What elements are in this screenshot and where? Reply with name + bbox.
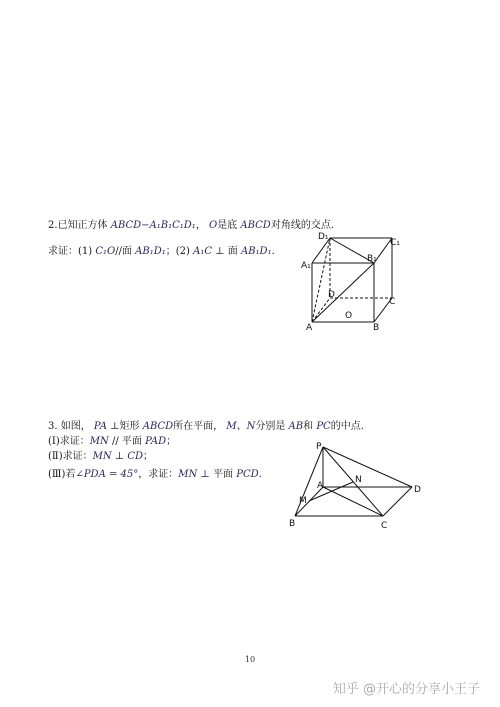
page-number: 10 [244, 655, 256, 664]
label-c-q3: C [381, 521, 388, 531]
q3-p3-plane: PCD [236, 469, 259, 480]
q2-proof-plane-2: AB₁D₁ [240, 246, 272, 257]
q2-proof-parallel: //面 [115, 246, 132, 257]
q3-p3-expr: MN ⊥ [178, 469, 210, 480]
q2-proof-face: 面 [227, 246, 238, 257]
q3-number: 3. [48, 421, 58, 432]
q3-ab: AB [288, 421, 304, 432]
q2-proof-c1o: C₁O [95, 246, 116, 257]
q2-proof-sep: ；(2) [165, 246, 190, 257]
label-a-q3: A [317, 481, 324, 491]
watermark: 知乎 @开心的分享小王子 [332, 682, 480, 697]
q3-mid2: 分别是 [255, 421, 286, 432]
label-c: C [389, 297, 396, 307]
label-c1: C₁ [390, 238, 400, 248]
q2-solid-name: ABCD−A₁B₁C₁D₁ [110, 220, 196, 231]
q3-and: 和 [303, 421, 314, 432]
q2-title-text-a: 是底 [217, 220, 238, 231]
label-p: P [316, 442, 322, 452]
label-m: M [299, 496, 307, 506]
label-o: O [345, 311, 353, 321]
edge-pc [323, 447, 383, 516]
label-b-q3: B [289, 519, 296, 529]
q3-pa-perp: PA ⊥ [93, 421, 120, 432]
label-b: B [373, 323, 380, 333]
q3-p3-lead: (Ⅲ)若 [48, 469, 76, 480]
q3-p3-mid: ，求证： [138, 469, 179, 480]
diagonal-ab1 [312, 263, 374, 322]
q3-p1-expr: MN [89, 436, 109, 447]
label-d-q3: D [414, 485, 421, 495]
q3-p2-end: ； [143, 451, 154, 462]
q3-p3-end: . [258, 469, 262, 480]
q2-base-name: ABCD [240, 220, 271, 231]
label-d1: D₁ [318, 232, 329, 242]
cube-figure [312, 238, 392, 322]
q2-title-lead: 2.已知正方体 [48, 220, 108, 231]
edge-pd [323, 447, 412, 487]
q3-p1-lead: (Ⅰ)求证： [48, 436, 90, 447]
q3-p3-rest: 平面 [213, 469, 234, 480]
q2-point-o: O [209, 220, 218, 231]
q3-abcd: ABCD [142, 421, 174, 432]
q2-proof-plane-1: AB₁D₁ [135, 246, 166, 257]
q3-lead: 如图， [60, 421, 91, 432]
q3-p1-plane: PAD [145, 436, 167, 447]
label-n: N [355, 475, 362, 485]
label-d: D [328, 290, 335, 300]
q3-p2-expr: MN ⊥ CD [92, 451, 144, 462]
q2-proof-end: . [271, 246, 275, 257]
edge-cd [383, 487, 412, 516]
q3-rect-word: 矩形 [119, 421, 140, 432]
q3-mid: 所在平面， [173, 421, 224, 432]
q2-title-text-b: 对角线的交点. [270, 220, 335, 231]
q2-proof-lead: 求证：(1) [48, 246, 93, 257]
label-a1: A₁ [301, 261, 311, 271]
q3-mn: M、N [226, 421, 256, 432]
q3-p1-rest: // 平面 [111, 436, 142, 447]
q3-end: 的中点. [330, 421, 364, 432]
q3-pc: PC [316, 421, 331, 432]
q3-p2-lead: (Ⅱ)求证： [48, 451, 93, 462]
pyramid-figure [295, 447, 412, 516]
label-b1: B₁ [367, 254, 377, 264]
label-a: A [306, 323, 313, 333]
q3-p3-angle: ∠PDA = 45° [75, 469, 139, 480]
q2-proof-a1c: A₁C ⊥ [193, 246, 225, 257]
q2-title-comma: ， [195, 220, 206, 231]
q3-p1-end: ； [166, 436, 177, 447]
